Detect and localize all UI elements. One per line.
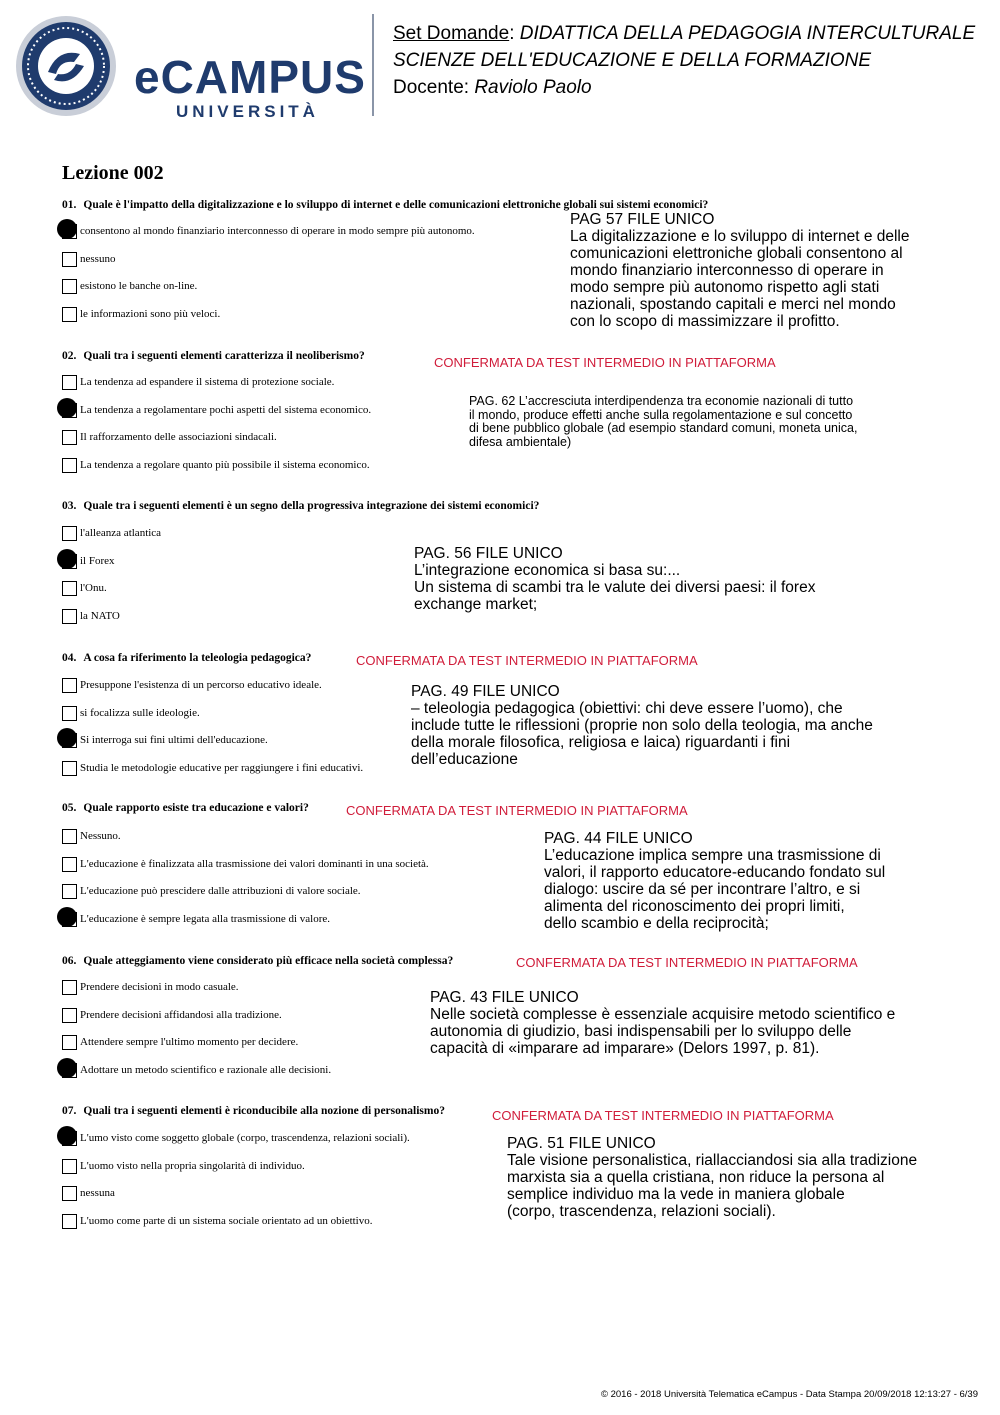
answer-label: L'uomo visto nella propria singolarità di individuo.: [80, 1159, 305, 1172]
answer-label: la NATO: [80, 610, 120, 623]
answer-label: nessuno: [80, 252, 116, 265]
question-label: Quale tra i seguenti elementi è un segno della progressiva integrazione dei sistemi economici?: [83, 500, 540, 512]
answer-label: Prendere decisioni affidandosi alla tradizione.: [80, 1008, 282, 1021]
reference-note: [570, 211, 910, 330]
answer-checkbox[interactable]: [62, 829, 77, 844]
answer-label: l'Onu.: [80, 582, 107, 595]
reference-note-line: – teleologia pedagogica (obiettivi: chi deve essere l’uomo), che: [411, 700, 843, 717]
footer-text: © 2016 - 2018 Università Telematica eCampus - Data Stampa 20/09/2018 12:13:27 - 6/39: [600, 1389, 978, 1400]
answer-label: La tendenza ad espandere il sistema di protezione sociale.: [80, 376, 335, 388]
answer-label: Prendere decisioni in modo casuale.: [80, 981, 239, 993]
question-label: Quali tra i seguenti elementi è riconducibile alla nozione di personalismo?: [83, 1105, 445, 1117]
answer-label: consentono al mondo finanziario interconnesso di operare in modo sempre più autonomo.: [80, 225, 475, 237]
confirmed-note: CONFERMATA DA TEST INTERMEDIO IN PIATTAFORMA: [434, 355, 776, 370]
question-number: 06.: [62, 955, 77, 967]
answer-checkbox[interactable]: [62, 678, 77, 693]
answer-checkbox[interactable]: [62, 884, 77, 899]
reference-note-line: PAG. 49 FILE UNICO: [411, 683, 560, 700]
answer-checkbox[interactable]: [62, 761, 77, 776]
reference-note-line: comunicazioni elettroniche globali consentono al: [570, 245, 903, 262]
answer-label: si focalizza sulle ideologie.: [80, 706, 200, 719]
answer-label: Presuppone l'esistenza di un percorso educativo ideale.: [80, 679, 322, 691]
answer-label: Attendere sempre l'ultimo momento per decidere.: [80, 1036, 299, 1049]
logo-wordmark: eCAMPUS: [134, 51, 366, 103]
confirmed-note: CONFERMATA DA TEST INTERMEDIO IN PIATTAFORMA: [346, 803, 688, 818]
reference-note-line: La digitalizzazione e lo sviluppo di internet e delle: [570, 228, 910, 245]
reference-note-line: PAG. 51 FILE UNICO: [507, 1135, 656, 1152]
course-name: [393, 50, 871, 72]
header-divider: [372, 14, 374, 116]
reference-note-line: dialogo: uscire da sé per incontrare l’altro, e si: [544, 881, 861, 898]
question-text: [62, 350, 365, 362]
answer-checkbox[interactable]: [62, 526, 77, 541]
selected-answer-mark-icon: [57, 219, 77, 239]
answer-checkbox[interactable]: [62, 609, 77, 624]
answer-checkbox[interactable]: [62, 1035, 77, 1050]
reference-note-line: alimenta del riconoscimento dei propri limiti,: [544, 898, 845, 915]
answer-label: La tendenza a regolamentare pochi aspetti del sistema economico.: [80, 403, 372, 416]
reference-note-line: PAG. 56 FILE UNICO: [414, 545, 563, 562]
answer-checkbox[interactable]: [62, 375, 77, 390]
logo-subtitle: UNIVERSITÀ: [176, 102, 319, 121]
question-number: 07.: [62, 1105, 77, 1117]
reference-note: [544, 830, 885, 932]
question-label: A cosa fa riferimento la teleologia pedagogica?: [83, 652, 312, 664]
confirmed-note: CONFERMATA DA TEST INTERMEDIO IN PIATTAFORMA: [492, 1108, 834, 1123]
reference-note-line: PAG. 62 L’accresciuta interdipendenza tra economie nazionali di tutto: [469, 394, 854, 408]
answer-checkbox[interactable]: [62, 1214, 77, 1229]
answer-checkbox[interactable]: [62, 1186, 77, 1201]
reference-note: [411, 683, 873, 768]
answer-checkbox[interactable]: [62, 980, 77, 995]
ecampus-emblem-icon: [14, 14, 118, 118]
reference-note-line: con lo scopo di massimizzare il profitto.: [570, 313, 840, 330]
teacher-label: Docente:: [393, 77, 470, 98]
answer-label: L'umo visto come soggetto globale (corpo, trascendenza, relazioni sociali).: [80, 1132, 410, 1144]
reference-note-line: marxista sia a quella cristiana, non riduce la persona al: [507, 1169, 885, 1186]
answer-checkbox[interactable]: [62, 458, 77, 473]
answer-label: Il rafforzamento delle associazioni sindacali.: [80, 431, 277, 444]
course-text: SCIENZE DELL'EDUCAZIONE E DELLA FORMAZIONE: [393, 50, 872, 71]
reference-note: [507, 1135, 917, 1220]
reference-note-line: exchange market;: [414, 596, 538, 613]
selected-answer-mark-icon: [57, 1058, 77, 1078]
reference-note-line: mondo finanziario interconnesso di operare in: [570, 262, 884, 279]
question-label: Quale rapporto esiste tra educazione e valori?: [83, 802, 309, 814]
confirmed-note: CONFERMATA DA TEST INTERMEDIO IN PIATTAFORMA: [516, 955, 858, 970]
ecampus-logo: [14, 14, 366, 121]
answer-label: esistono le banche on-line.: [80, 280, 198, 293]
answer-label: Si interroga sui fini ultimi dell'educazione.: [80, 734, 268, 747]
selected-answer-mark-icon: [57, 907, 77, 927]
reference-note-line: (corpo, trascendenza, relazioni sociali).: [507, 1203, 776, 1220]
set-label: Set Domande: [393, 23, 510, 44]
reference-note-line: nazionali, spostando capitali e merci nel mondo: [570, 296, 896, 313]
reference-note-line: PAG 57 FILE UNICO: [570, 211, 715, 228]
teacher-line: [393, 77, 592, 99]
answer-label: L'uomo come parte di un sistema sociale orientato ad un obiettivo.: [80, 1215, 373, 1228]
reference-note-line: autonomia di giudizio, basi indispensabili per lo sviluppo delle: [430, 1023, 852, 1040]
reference-note: [469, 395, 857, 449]
answer-label: La tendenza a regolare quanto più possibile il sistema economico.: [80, 459, 370, 472]
question-text: [62, 1105, 445, 1117]
answer-label: le informazioni sono più veloci.: [80, 308, 221, 321]
answer-label: Adottare un metodo scientifico e razionale alle decisioni.: [80, 1064, 332, 1077]
answer-label: l'alleanza atlantica: [80, 527, 162, 539]
question-number: 03.: [62, 500, 77, 512]
reference-note-line: dello scambio e della reciprocità;: [544, 915, 769, 932]
reference-note-line: il mondo, produce effetti anche sulla regolamentazione e sul concetto: [469, 407, 853, 422]
reference-note-line: della morale filosofica, religiosa e laica) riguardanti i fini: [411, 734, 791, 751]
selected-answer-mark-icon: [57, 1126, 77, 1146]
question-label: Quale è l'impatto della digitalizzazione e lo sviluppo di internet e delle comunicazioni elettroniche globali sui sistemi economici?: [83, 199, 709, 211]
question-number: 02.: [62, 350, 77, 362]
reference-note-line: valori, il rapporto educatore-educando fondato sul: [544, 864, 886, 881]
question-number: 04.: [62, 652, 77, 664]
question-number: 01.: [62, 199, 77, 211]
question-text: [62, 955, 453, 967]
reference-note-line: Tale visione personalistica, riallacciandosi sia alla tradizione: [507, 1152, 918, 1169]
answer-checkbox[interactable]: [62, 307, 77, 322]
reference-note-line: L’integrazione economica si basa su:...: [414, 562, 681, 579]
reference-note-line: include tutte le riflessioni (proprie non solo della teologia, ma anche: [411, 717, 873, 734]
answer-checkbox[interactable]: [62, 252, 77, 267]
question-text: [62, 500, 539, 512]
answer-checkbox[interactable]: [62, 430, 77, 445]
question-label: Quali tra i seguenti elementi caratterizza il neoliberismo?: [83, 350, 365, 362]
answer-label: nessuna: [80, 1187, 115, 1200]
set-title: DIDATTICA DELLA PEDAGOGIA INTERCULTURALE: [519, 23, 976, 44]
selected-answer-mark-icon: [57, 398, 77, 418]
question-text: [62, 652, 311, 664]
reference-note-line: PAG. 43 FILE UNICO: [430, 989, 579, 1006]
set-title-line: Set Domande: DIDATTICA DELLA PEDAGOGIA INTERCULTURALE: [393, 23, 976, 44]
selected-answer-mark-icon: [57, 549, 77, 569]
answer-label: L'educazione può prescidere dalle attribuzioni di valore sociale.: [80, 885, 361, 898]
reference-note-line: dell’educazione: [411, 751, 518, 768]
reference-note-line: capacità di «imparare ad imparare» (Delors 1997, p. 81).: [430, 1040, 820, 1057]
answer-checkbox[interactable]: [62, 706, 77, 721]
answer-checkbox[interactable]: [62, 581, 77, 596]
reference-note-line: modo sempre più autonomo rispetto agli stati: [570, 279, 880, 296]
reference-note-line: PAG. 44 FILE UNICO: [544, 830, 693, 847]
confirmed-note: CONFERMATA DA TEST INTERMEDIO IN PIATTAFORMA: [356, 653, 698, 668]
answer-label: L'educazione è sempre legata alla trasmissione di valore.: [80, 913, 330, 926]
answer-checkbox[interactable]: [62, 857, 77, 872]
reference-note-line: difesa ambientale): [469, 434, 572, 449]
teacher-name: Raviolo Paolo: [474, 77, 592, 98]
question-text: [62, 199, 708, 211]
answer-checkbox[interactable]: [62, 279, 77, 294]
question-label: Quale atteggiamento viene considerato più efficace nella società complessa?: [83, 955, 454, 967]
reference-note-line: Nelle società complesse è essenziale acquisire metodo scientifico e: [430, 1006, 896, 1023]
reference-note-line: semplice individuo ma la vede in maniera globale: [507, 1186, 845, 1203]
question-text: [62, 802, 309, 814]
reference-note: [414, 545, 815, 613]
lesson-title: Lezione 002: [62, 162, 164, 184]
answer-label: Studia le metodologie educative per raggiungere i fini educativi.: [80, 762, 364, 775]
question-number: 05.: [62, 802, 77, 814]
reference-note: [430, 989, 895, 1057]
answer-label: Nessuno.: [80, 830, 121, 842]
reference-note-line: L’educazione implica sempre una trasmissione di: [544, 847, 881, 864]
reference-note-line: di bene pubblico globale (ad esempio standard comuni, moneta unica,: [469, 421, 858, 435]
answer-checkbox[interactable]: [62, 1008, 77, 1023]
answer-checkbox[interactable]: [62, 1159, 77, 1174]
answer-label: il Forex: [80, 554, 115, 567]
answer-label: L'educazione è finalizzata alla trasmissione dei valori dominanti in una società.: [80, 857, 429, 870]
reference-note-line: Un sistema di scambi tra le valute dei diversi paesi: il forex: [414, 579, 816, 596]
